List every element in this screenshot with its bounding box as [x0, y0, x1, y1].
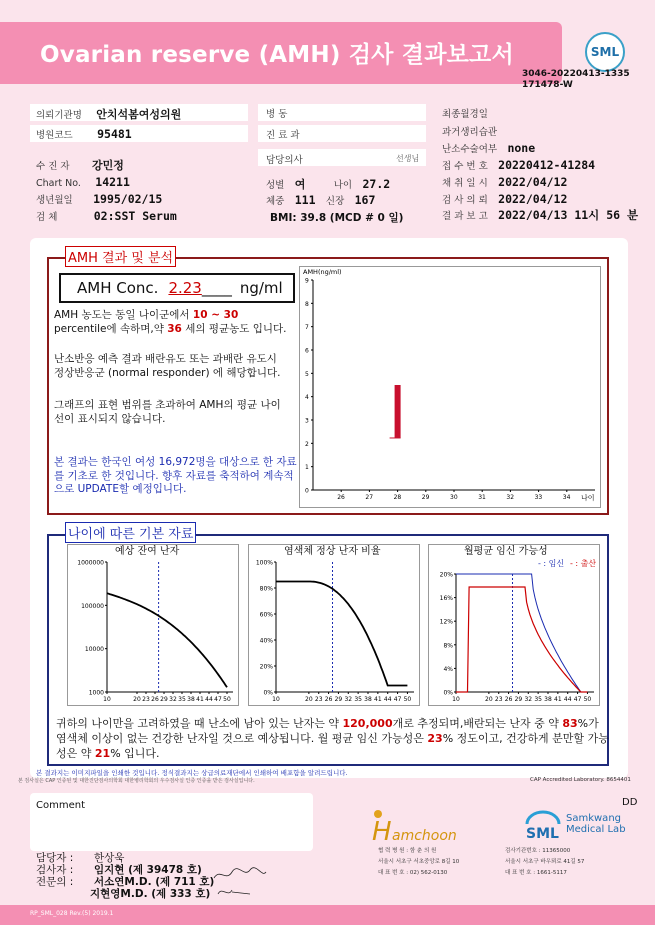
- receipt-label: 접 수 번 호: [442, 161, 488, 172]
- x-tick-label: 26: [324, 696, 333, 703]
- doctor-suffix: 선생님: [396, 154, 420, 163]
- chart-value: 14211: [95, 175, 130, 189]
- hamchoon-line3: 대 표 번 호 : 02) 562-0130: [378, 870, 448, 876]
- y-tick-label: 60%: [259, 611, 273, 619]
- signature-1: [214, 868, 266, 878]
- amh-x-tick-label: 28: [393, 494, 402, 501]
- sml-lab-arc: [527, 812, 559, 824]
- x-tick-label: 50: [223, 696, 231, 703]
- x-tick-label: 32: [169, 696, 177, 703]
- weight-height-field: [266, 193, 375, 207]
- age-s1a: 귀하의 나이만을 고려하였을 때 난소에 남아 있는 난자는 약: [56, 717, 343, 730]
- amh-data-note: 본 결과는 한국인 여성 16,972명을 대상으로 한 자료를 기초로 한 것입니다. 향후 자료를 축적하여 계속적으로 UPDATE할 예정입니다.: [54, 456, 297, 495]
- dd-mark: DD: [622, 797, 638, 808]
- receipt-value: 20220412-41284: [498, 158, 596, 172]
- amh-age-chart: [299, 266, 601, 508]
- amh-y-tick-label: 5: [305, 370, 309, 378]
- last-menses-label: 최종월경일: [442, 109, 488, 120]
- amh-x-tick-label: 27: [365, 494, 374, 501]
- x-tick-label: 41: [196, 696, 204, 703]
- x-tick-label: 44: [563, 696, 572, 703]
- y-tick-label: 20%: [259, 663, 273, 671]
- sml-lab-text: SML: [526, 826, 559, 840]
- age-s1e: % 입니다.: [110, 747, 160, 760]
- x-tick-label: 41: [374, 696, 382, 703]
- signature-2: [218, 890, 250, 894]
- test-request-value: 2022/04/12: [498, 192, 568, 206]
- x-tick-label: 23: [314, 696, 323, 703]
- amh-percentile-text: [54, 309, 294, 336]
- age-s1b: 개로 추정되며,배란되는 난자 중 약: [392, 717, 563, 730]
- amh-percentile-range: 10 ~ 30: [192, 309, 239, 321]
- y-tick-label: 40%: [259, 637, 273, 645]
- age-summary-text: [56, 716, 612, 761]
- birth-label: 생년월일: [36, 195, 73, 206]
- x-tick-label: 44: [205, 696, 213, 703]
- report-id-line2: 171478-W: [522, 80, 573, 90]
- x-tick-label: 23: [494, 696, 503, 703]
- examiner-value: 임지현 (제 39478 호): [94, 864, 202, 876]
- patient-value: 강민정: [91, 159, 124, 172]
- handwritten-signatures: [210, 864, 270, 900]
- x-tick-label: 38: [187, 696, 195, 703]
- preg-legend-birth: 출산: [580, 559, 597, 568]
- y-tick-label: 0%: [443, 689, 453, 697]
- amh-y-tick-label: 1: [305, 464, 309, 472]
- report-time-value: 2022/04/13 11시 56 분: [498, 208, 639, 222]
- height-label: 신장: [325, 196, 345, 207]
- eggs-estimate: 120,000: [342, 717, 393, 730]
- x-tick-label: 38: [364, 696, 372, 703]
- amh-response-text: 난소반응 예측 결과 배란유도 또는 과배란 유도시 정상반응군 (normal responder) 에 해당합니다.: [54, 353, 281, 379]
- specialist-label: 전문의 :: [36, 876, 74, 888]
- sml-lab-name2: Medical Lab: [566, 824, 626, 835]
- x-tick-label: 29: [514, 696, 523, 703]
- y-tick-label: 12%: [439, 618, 453, 626]
- y-tick-label: 1000000: [77, 559, 104, 567]
- birth-value: 1995/02/15: [93, 192, 163, 206]
- history-label: 과거생리습관: [442, 127, 498, 138]
- collect-label: 채 취 일 시: [442, 178, 488, 189]
- footnote-cap: 본 검사실은 CAP 인증된 및 대한진단검사의학회 대한병리학회의 우수검사실 인증 인증을 받은 검사실입니다.: [18, 778, 255, 784]
- eggs-chart-frame: [68, 545, 239, 706]
- receipt-field: [442, 158, 595, 172]
- institution-label: 의뢰기관명: [36, 110, 82, 121]
- specialist2-value: 지현영M.D. (제 333 호): [90, 888, 211, 900]
- y-tick-label: 1000: [88, 689, 104, 697]
- x-tick-label: 20: [305, 696, 313, 703]
- x-tick-label: 29: [334, 696, 343, 703]
- hamchoon-h-mark: H: [372, 817, 392, 846]
- height-value: 167: [354, 193, 376, 207]
- amh-y-tick-label: 3: [305, 417, 309, 425]
- sml-lab-mark: [523, 810, 563, 840]
- amh-chart-frame: [300, 267, 601, 508]
- amh-x-tick-label: 33: [534, 494, 543, 501]
- sex-age-field: [266, 176, 390, 192]
- age-label: 나이: [333, 180, 353, 191]
- specialist-row: [36, 876, 214, 888]
- report-time-label: 결 과 보 고: [442, 211, 488, 222]
- x-tick-label: 35: [354, 696, 362, 703]
- remaining-eggs-chart: [67, 544, 239, 706]
- age-value: 27.2: [362, 177, 391, 191]
- specimen-label: 검 체: [36, 212, 58, 223]
- test-request-field: [442, 192, 567, 206]
- amh-equivalent-age: 36: [167, 322, 182, 335]
- amh-x-tick-label: 34: [562, 494, 571, 501]
- weight-value: 111: [294, 193, 316, 207]
- amh-conc-box: [59, 273, 295, 303]
- x-tick-label: 29: [160, 696, 168, 703]
- reporter-row: [36, 852, 124, 864]
- preg-legend-1: - : 임신: [538, 559, 565, 568]
- x-tick-label: 38: [544, 696, 552, 703]
- amh-x-tick-label: 31: [478, 494, 486, 501]
- normal-ratio-estimate: 83: [562, 717, 578, 730]
- preg-chart-title: 월평균 임신 가능성: [464, 546, 548, 557]
- hospital-code-value: 95481: [97, 127, 132, 141]
- amh-y-tick-label: 9: [305, 277, 309, 285]
- reporter-label: 담당자 :: [36, 852, 74, 864]
- sml-lab-name: [566, 813, 626, 835]
- amh-p1c: 세의 평균농도 입니다.: [181, 322, 287, 335]
- amh-y-tick-label: 8: [305, 300, 309, 308]
- examiner-row: [36, 864, 202, 876]
- pregnancy-chart: [428, 544, 600, 706]
- specimen-value: 02:SST Serum: [93, 209, 177, 223]
- ovary-surgery-value: none: [507, 141, 536, 155]
- y-tick-label: 100000: [81, 602, 104, 610]
- y-tick-label: 0%: [263, 689, 273, 697]
- report-id: [522, 69, 630, 91]
- sml-lab-info: [505, 846, 584, 879]
- sml-lab-line3: 대 표 번 호 : 1661-5117: [505, 870, 567, 876]
- specialist1-value: 서소연M.D. (제 711 호): [94, 876, 215, 888]
- sml-logo: SML: [585, 32, 625, 72]
- x-tick-label: 47: [393, 696, 402, 703]
- age-section-title: 나이에 따른 기본 자료: [65, 522, 196, 543]
- chart-label: Chart No.: [36, 178, 81, 189]
- age-s1d: % 정도이고, 건강하게 분만할 가능성은 약: [56, 732, 609, 760]
- x-tick-label: 47: [573, 696, 582, 703]
- amh-range-bar: [395, 385, 401, 438]
- sml-lab-line2: 서울시 서초구 바우뫼로 41길 57: [505, 859, 585, 865]
- amh-y-tick-label: 0: [305, 487, 309, 495]
- test-request-label: 검 사 의 뢰: [442, 195, 488, 206]
- ratio-chart-frame: [249, 545, 420, 706]
- amh-y-tick-label: 7: [305, 324, 309, 332]
- footnote-image-print: 본 결과지는 이미지파일을 인쇄한 것입니다. 정식결과지는 상급의료재단에서 인쇄하여 배포함을 알려드립니다.: [36, 769, 348, 777]
- birth-field: [36, 192, 162, 206]
- amh-y-tick-label: 4: [305, 394, 309, 402]
- reporter-value: 한상욱: [94, 852, 125, 864]
- x-tick-label: 41: [554, 696, 562, 703]
- patient-label: 수 진 자: [36, 161, 70, 172]
- x-tick-label: 26: [151, 696, 159, 703]
- hamchoon-line2: 서울시 서초구 서초중앙로 8길 10: [378, 859, 460, 865]
- collect-field: [442, 175, 567, 189]
- x-tick-label: 50: [583, 696, 592, 703]
- x-tick-label: 35: [534, 696, 542, 703]
- patient-field: [36, 157, 124, 173]
- ovary-surgery-field: [442, 141, 535, 155]
- amh-range-note: 그래프의 표현 범위를 초과하여 AMH의 평균 나이선이 표시되지 않습니다.: [54, 399, 281, 425]
- preg-legend-2: - : 출산: [570, 559, 597, 568]
- amh-conc-label: AMH Conc.: [77, 279, 159, 297]
- institution-value: 안치석봄여성의원: [96, 108, 182, 121]
- x-tick-label: 26: [504, 696, 513, 703]
- y-tick-label: 4%: [443, 665, 453, 673]
- hamchoon-line1: 협 력 병 원 : 함 춘 의 원: [378, 848, 437, 854]
- dept-label: 진 료 과: [266, 130, 300, 141]
- report-time-field: [442, 209, 652, 223]
- ward-label: 병 동: [266, 109, 288, 120]
- form-code: RP_SML_028 Rev.(5) 2019.1: [30, 910, 114, 917]
- birth-estimate: 21: [94, 747, 111, 760]
- x-tick-label: 20: [485, 696, 493, 703]
- amh-conc-value: 2.23: [168, 279, 202, 297]
- weight-label: 체중: [266, 196, 285, 207]
- collect-value: 2022/04/12: [498, 175, 568, 189]
- hospital-code-field: [36, 127, 132, 141]
- sml-lab-line1: 검사기관번호 : 11365000: [505, 848, 571, 854]
- sex-value: 여: [294, 178, 306, 191]
- x-tick-label: 20: [133, 696, 141, 703]
- amh-y-tick-label: 2: [305, 440, 309, 448]
- report-title: Ovarian reserve (AMH) 검사 결과보고서: [40, 42, 514, 68]
- x-tick-label: 23: [142, 696, 150, 703]
- y-tick-label: 80%: [259, 585, 273, 593]
- x-tick-label: 10: [103, 696, 111, 703]
- amh-conc-blank: ____: [201, 279, 232, 297]
- x-tick-label: 32: [524, 696, 533, 703]
- hamchoon-name: amchoon: [392, 828, 457, 844]
- age-s1c: %가 염색체 이상이 없는 건강한 난자일 것으로 예상됩니다. 월 평균 임신 가능성은: [56, 717, 599, 745]
- amh-p1b: percentile에 속하며,약: [54, 322, 168, 335]
- y-tick-label: 20%: [439, 571, 453, 579]
- sex-label: 성별: [266, 180, 285, 191]
- sml-lab-name1: Samkwang: [566, 813, 621, 824]
- x-tick-label: 44: [383, 696, 392, 703]
- pregnancy-estimate: 23: [427, 732, 443, 745]
- amh-conc-unit: ng/ml: [239, 279, 283, 297]
- x-tick-label: 50: [403, 696, 412, 703]
- eggs-chart-title: 예상 잔여 난자: [115, 546, 180, 557]
- x-tick-label: 47: [214, 696, 222, 703]
- x-tick-label: 32: [344, 696, 353, 703]
- amh-p1a: AMH 농도는 동일 나이군에서: [54, 309, 193, 321]
- x-tick-label: 10: [452, 696, 460, 703]
- amh-chart-xlabel: 나이: [581, 494, 595, 502]
- y-tick-label: 8%: [443, 642, 453, 650]
- amh-y-tick-label: 6: [305, 347, 309, 355]
- hamchoon-logo: [370, 806, 470, 846]
- chart-field: [36, 175, 130, 189]
- institution-field: [36, 106, 181, 122]
- amh-x-tick-label: 32: [506, 494, 515, 501]
- specimen-field: [36, 209, 177, 223]
- ovary-surgery-label: 난소수술여부: [442, 144, 498, 155]
- report-id-line1: 3046-20220413-1335: [522, 69, 630, 79]
- doctor-label: 담당의사: [266, 155, 303, 166]
- ratio-chart-title: 염색체 정상 난자 비율: [284, 546, 381, 557]
- x-tick-label: 35: [178, 696, 186, 703]
- amh-section-title: AMH 결과 및 분석: [65, 246, 176, 267]
- comment-label: Comment: [36, 800, 85, 811]
- hamchoon-info: [378, 846, 459, 879]
- y-tick-label: 100%: [255, 559, 273, 567]
- bmi-value: BMI: 39.8 (MCD # 0 일): [270, 212, 404, 224]
- y-tick-label: 10000: [84, 646, 104, 654]
- preg-legend-pregnancy: 임신: [548, 559, 565, 568]
- normal-egg-ratio-chart: [248, 544, 420, 706]
- footnote-cap-number: CAP Accredited Laboratory. 8654401: [530, 777, 631, 783]
- y-tick-label: 16%: [439, 595, 453, 603]
- amh-x-tick-label: 26: [337, 494, 345, 501]
- x-tick-label: 10: [272, 696, 280, 703]
- amh-x-tick-label: 29: [421, 494, 430, 501]
- hospital-code-label: 병원코드: [36, 130, 73, 141]
- examiner-label: 검사자 :: [36, 864, 74, 876]
- amh-x-tick-label: 30: [450, 494, 458, 501]
- amh-chart-ylabel: AMH(ng/ml): [303, 268, 342, 276]
